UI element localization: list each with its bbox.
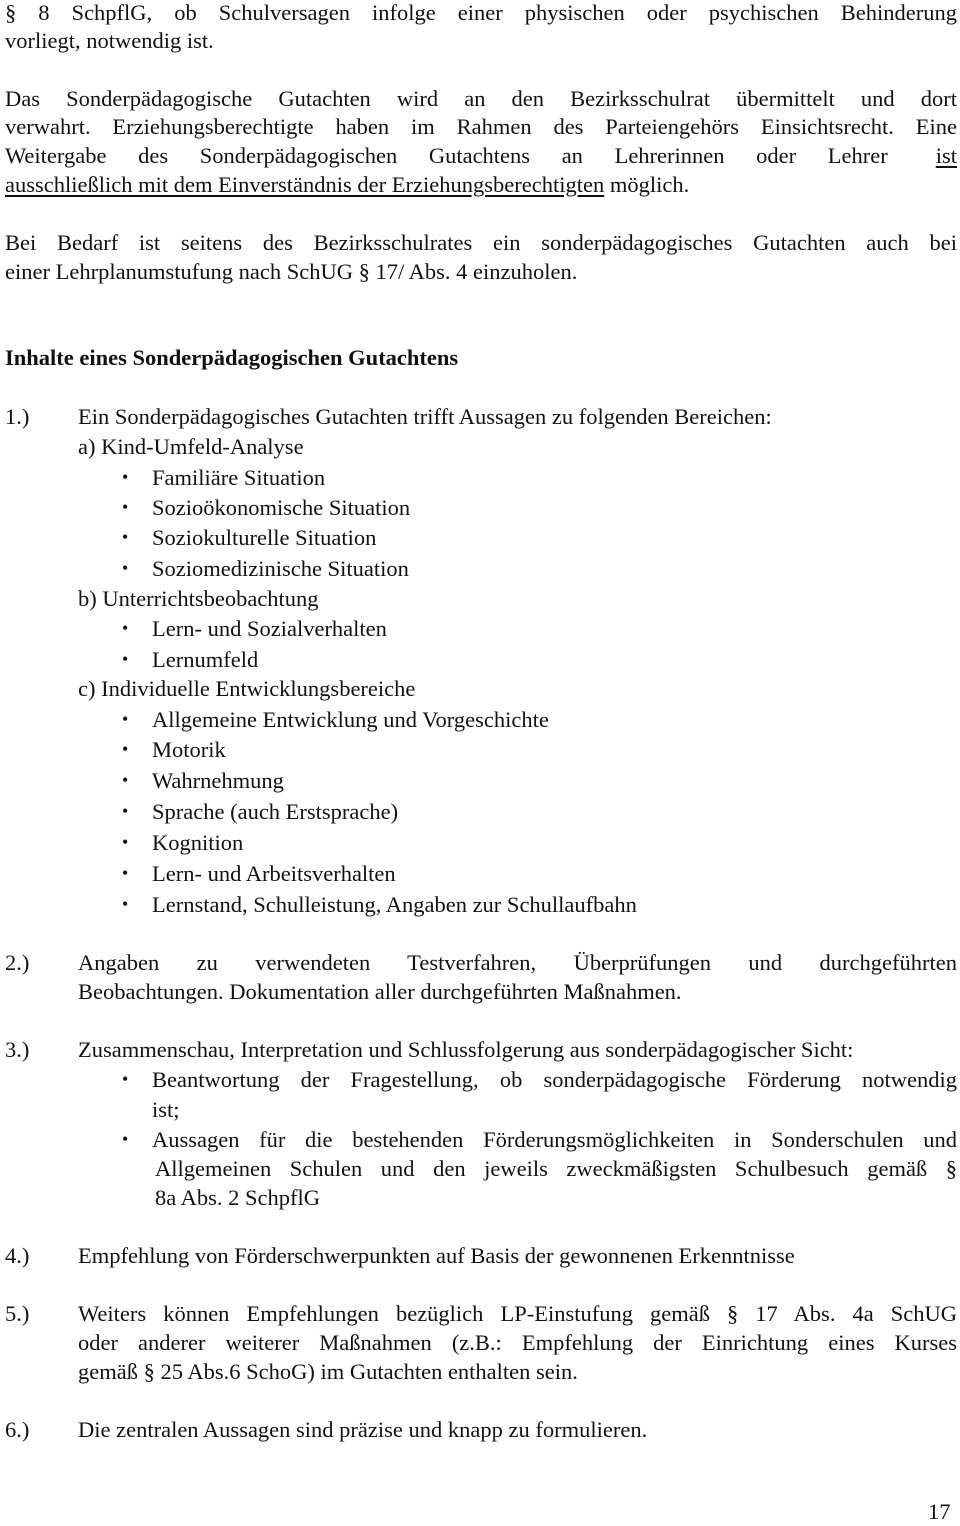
- section-heading: Inhalte eines Sonderpädagogischen Gutachtens: [5, 345, 459, 370]
- bullet-icon: •: [122, 894, 129, 914]
- item-number: 3.): [5, 1037, 30, 1062]
- list-item: Familiäre Situation: [152, 465, 326, 490]
- list-item: Motorik: [152, 737, 226, 762]
- list-item: Lern- und Sozialverhalten: [152, 616, 387, 641]
- item-text: Empfehlung von Förderschwerpunkten auf Basis der gewonnenen Erkenntnisse: [78, 1243, 795, 1268]
- bullet-icon: •: [122, 1069, 129, 1089]
- paragraph-line: [5, 170, 957, 199]
- bullet-icon: •: [122, 709, 129, 729]
- list-item: Lernstand, Schulleistung, Angaben zur Schullaufbahn: [152, 892, 637, 917]
- bullet-icon: •: [122, 863, 129, 883]
- list-item: 8a Abs. 2 SchpflG: [155, 1185, 320, 1210]
- list-item: Kognition: [152, 830, 244, 855]
- bullet-icon: •: [122, 649, 129, 669]
- item-text: gemäß § 25 Abs.6 SchoG) im Gutachten enthalten sein.: [78, 1359, 578, 1384]
- group-label: a) Kind-Umfeld-Analyse: [78, 434, 304, 459]
- item-text: Die zentralen Aussagen sind präzise und knapp zu formulieren.: [78, 1417, 648, 1442]
- paragraph-line: Das Sonderpädagogische Gutachten wird an den Bezirksschulrat übermittelt und dort: [5, 86, 957, 111]
- list-item: Lern- und Arbeitsverhalten: [152, 861, 396, 886]
- list-item: Soziokulturelle Situation: [152, 525, 377, 550]
- group-label: b) Unterrichtsbeobachtung: [78, 586, 319, 611]
- bullet-icon: •: [122, 770, 129, 790]
- list-item: Allgemeine Entwicklung und Vorgeschichte: [152, 707, 549, 732]
- paragraph-line: einer Lehrplanumstufung nach SchUG § 17/ Abs. 4 einzuholen.: [5, 259, 578, 284]
- item-number: 5.): [5, 1301, 30, 1326]
- bullet-icon: •: [122, 527, 129, 547]
- bullet-icon: •: [122, 618, 129, 638]
- list-item: Sozioökonomische Situation: [152, 495, 411, 520]
- list-item: ist;: [152, 1097, 180, 1122]
- paragraph-line: verwahrt. Erziehungsberechtigte haben im Rahmen des Parteiengehörs Einsichtsrecht. Eine: [5, 114, 957, 139]
- paragraph-line: Bei Bedarf ist seitens des Bezirksschulrates ein sonderpädagogisches Gutachten auch bei: [5, 230, 957, 255]
- bullet-icon: •: [122, 1129, 129, 1149]
- group-label: c) Individuelle Entwicklungsbereiche: [78, 676, 416, 701]
- item-text: Angaben zu verwendeten Testverfahren, Überprüfungen und durchgeführten: [78, 950, 957, 975]
- bullet-icon: •: [122, 497, 129, 517]
- item-text: Weiters können Empfehlungen bezüglich LP-Einstufung gemäß § 17 Abs. 4a SchUG: [78, 1301, 957, 1326]
- paragraph-line: vorliegt, notwendig ist.: [5, 28, 214, 53]
- text-span: möglich.: [604, 172, 690, 197]
- underlined-text: ist: [935, 143, 957, 168]
- list-item: Aussagen für die bestehenden Förderungsmöglichkeiten in Sonderschulen und: [152, 1127, 957, 1152]
- list-item: Lernumfeld: [152, 647, 259, 672]
- bullet-icon: •: [122, 467, 129, 487]
- paragraph-line: [5, 141, 957, 170]
- text-span: Weitergabe des Sonderpädagogischen Gutachtens an Lehrerinnen oder Lehrer: [5, 143, 888, 168]
- bullet-icon: •: [122, 739, 129, 759]
- item-number: 4.): [5, 1243, 30, 1268]
- bullet-icon: •: [122, 832, 129, 852]
- page-number: 17: [928, 1499, 951, 1524]
- item-text: Beobachtungen. Dokumentation aller durchgeführten Maßnahmen.: [78, 979, 682, 1004]
- underlined-text: ausschließlich mit dem Einverständnis der Erziehungsberechtigten: [5, 172, 605, 197]
- item-number: 2.): [5, 950, 30, 975]
- list-item: Allgemeinen Schulen und den jeweils zweckmäßigsten Schulbesuch gemäß §: [155, 1156, 957, 1181]
- paragraph-line: § 8 SchpflG, ob Schulversagen infolge einer physischen oder psychischen Behinderung: [5, 0, 957, 25]
- list-item: Soziomedizinische Situation: [152, 556, 409, 581]
- item-number: 1.): [5, 404, 30, 429]
- item-text: Zusammenschau, Interpretation und Schlussfolgerung aus sonderpädagogischer Sicht:: [78, 1037, 854, 1062]
- list-item: Sprache (auch Erstsprache): [152, 799, 399, 824]
- item-number: 6.): [5, 1417, 30, 1442]
- item-text: Ein Sonderpädagogisches Gutachten trifft Aussagen zu folgenden Bereichen:: [78, 404, 772, 429]
- bullet-icon: •: [122, 801, 129, 821]
- list-item: Beantwortung der Fragestellung, ob sonderpädagogische Förderung notwendig: [152, 1067, 957, 1092]
- list-item: Wahrnehmung: [152, 768, 284, 793]
- bullet-icon: •: [122, 558, 129, 578]
- item-text: oder anderer weiterer Maßnahmen (z.B.: Empfehlung der Einrichtung eines Kurses: [78, 1330, 957, 1355]
